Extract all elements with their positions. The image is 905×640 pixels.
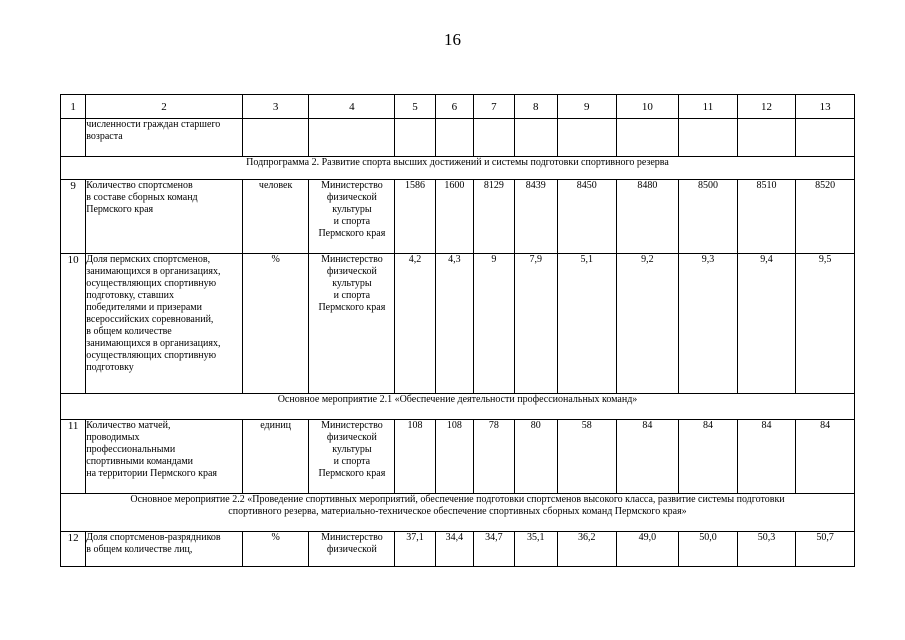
text-line: на территории Пермского края bbox=[86, 468, 218, 479]
row-number-cell bbox=[61, 119, 86, 157]
header-cell: 3 bbox=[242, 95, 309, 119]
value-cell: 9,3 bbox=[679, 254, 738, 394]
value-cell: 36,2 bbox=[557, 532, 616, 567]
section-row bbox=[61, 494, 855, 532]
header-cell: 7 bbox=[474, 95, 514, 119]
text-line: занимающихся в организациях, bbox=[86, 338, 221, 349]
text-line: в общем количестве лиц, bbox=[86, 544, 193, 555]
header-cell: 10 bbox=[616, 95, 679, 119]
value-cell: 50,7 bbox=[796, 532, 855, 567]
row-number: 9 bbox=[61, 180, 86, 254]
header-cell: 4 bbox=[309, 95, 395, 119]
header-cell: 6 bbox=[435, 95, 473, 119]
text-line: Основное мероприятие 2.2 «Проведение спортивных мероприятий, обеспечение подготовки спортсменов высокого класса, развитие системы подготовки bbox=[130, 494, 785, 505]
text-line: Доля пермских спортсменов, bbox=[86, 254, 211, 265]
row-number: 10 bbox=[61, 254, 86, 394]
value-cell: 108 bbox=[435, 420, 473, 494]
text-line: культуры bbox=[332, 204, 372, 215]
value-cell: 84 bbox=[679, 420, 738, 494]
indicators-table bbox=[60, 94, 855, 567]
text-line: и спорта bbox=[333, 456, 371, 467]
value-cell: 1600 bbox=[435, 180, 473, 254]
empty-cell bbox=[435, 119, 473, 157]
value-cell: 84 bbox=[796, 420, 855, 494]
text-line: занимающихся в организациях, bbox=[86, 266, 221, 277]
value-cell: 5,1 bbox=[557, 254, 616, 394]
text-line: физической bbox=[326, 544, 377, 555]
value-cell: 8450 bbox=[557, 180, 616, 254]
empty-cell bbox=[616, 119, 679, 157]
text-line: всероссийских соревнований, bbox=[86, 314, 214, 325]
text-line: осуществляющих спортивную bbox=[86, 350, 217, 361]
value-cell: 50,3 bbox=[737, 532, 796, 567]
empty-cell bbox=[796, 119, 855, 157]
executor-cell bbox=[309, 180, 395, 254]
value-cell: 84 bbox=[616, 420, 679, 494]
header-cell: 12 bbox=[737, 95, 796, 119]
value-cell: 4,3 bbox=[435, 254, 473, 394]
value-cell: 8439 bbox=[514, 180, 557, 254]
text-line: Министерство bbox=[321, 254, 383, 265]
text-line: профессиональными bbox=[86, 444, 176, 455]
text-line: Пермского края bbox=[318, 228, 386, 239]
value-cell: 34,7 bbox=[474, 532, 514, 567]
text-line: и спорта bbox=[333, 290, 371, 301]
text-line: проводимых bbox=[86, 432, 140, 443]
value-cell: 78 bbox=[474, 420, 514, 494]
value-cell: 37,1 bbox=[395, 532, 435, 567]
value-cell: 8480 bbox=[616, 180, 679, 254]
executor-cell bbox=[309, 420, 395, 494]
section-row bbox=[61, 157, 855, 180]
table-row bbox=[61, 180, 855, 254]
value-cell: 8510 bbox=[737, 180, 796, 254]
indicator-name-cell bbox=[86, 420, 243, 494]
text-line: возраста bbox=[86, 131, 123, 142]
value-cell: 9 bbox=[474, 254, 514, 394]
indicator-name-cell bbox=[86, 254, 243, 394]
empty-cell bbox=[679, 119, 738, 157]
text-line: в составе сборных команд bbox=[86, 192, 198, 203]
subprogram-heading: Подпрограмма 2. Развитие спорта высших достижений и системы подготовки спортивного резерва bbox=[61, 157, 855, 180]
unit-cell: человек bbox=[242, 180, 309, 254]
text-line: Количество спортсменов bbox=[86, 180, 193, 191]
empty-cell bbox=[395, 119, 435, 157]
value-cell: 8500 bbox=[679, 180, 738, 254]
text-line: физической bbox=[326, 192, 377, 203]
header-cell: 2 bbox=[86, 95, 243, 119]
empty-cell bbox=[557, 119, 616, 157]
unit-cell: единиц bbox=[242, 420, 309, 494]
text-line: физической bbox=[326, 266, 377, 277]
value-cell: 9,5 bbox=[796, 254, 855, 394]
text-line: осуществляющих спортивную bbox=[86, 278, 217, 289]
table-row bbox=[61, 119, 855, 157]
text-line: культуры bbox=[332, 444, 372, 455]
text-line: Пермского края bbox=[86, 204, 154, 215]
main-activity-heading: Основное мероприятие 2.1 «Обеспечение деятельности профессиональных команд» bbox=[61, 394, 855, 420]
unit-cell: % bbox=[242, 254, 309, 394]
text-line: Министерство bbox=[321, 180, 383, 191]
text-line: спортивного резерва, материально-техническое обеспечение спортивных сборных команд Пермского края» bbox=[228, 506, 687, 517]
table-row bbox=[61, 420, 855, 494]
table-row bbox=[61, 532, 855, 567]
empty-cell bbox=[514, 119, 557, 157]
executor-cell bbox=[309, 532, 395, 567]
empty-cell bbox=[242, 119, 309, 157]
header-cell: 8 bbox=[514, 95, 557, 119]
text-line: в общем количестве bbox=[86, 326, 172, 337]
value-cell: 50,0 bbox=[679, 532, 738, 567]
value-cell: 8129 bbox=[474, 180, 514, 254]
section-row bbox=[61, 394, 855, 420]
value-cell: 4,2 bbox=[395, 254, 435, 394]
value-cell: 8520 bbox=[796, 180, 855, 254]
header-cell: 11 bbox=[679, 95, 738, 119]
value-cell: 9,4 bbox=[737, 254, 796, 394]
value-cell: 7,9 bbox=[514, 254, 557, 394]
empty-cell bbox=[737, 119, 796, 157]
text-line: Пермского края bbox=[318, 302, 386, 313]
indicator-name-cell bbox=[86, 119, 243, 157]
text-line: Пермского края bbox=[318, 468, 386, 479]
empty-cell bbox=[474, 119, 514, 157]
value-cell: 49,0 bbox=[616, 532, 679, 567]
value-cell: 34,4 bbox=[435, 532, 473, 567]
indicator-name-cell bbox=[86, 180, 243, 254]
main-activity-heading bbox=[61, 494, 855, 532]
value-cell: 84 bbox=[737, 420, 796, 494]
header-cell: 9 bbox=[557, 95, 616, 119]
text-line: Министерство bbox=[321, 532, 383, 543]
page-number: 16 bbox=[444, 30, 461, 49]
text-line: и спорта bbox=[333, 216, 371, 227]
executor-cell bbox=[309, 254, 395, 394]
unit-cell: % bbox=[242, 532, 309, 567]
text-line: Количество матчей, bbox=[86, 420, 171, 431]
header-row bbox=[61, 95, 855, 119]
row-number: 12 bbox=[61, 532, 86, 567]
table-row bbox=[61, 254, 855, 394]
value-cell: 1586 bbox=[395, 180, 435, 254]
value-cell: 108 bbox=[395, 420, 435, 494]
text-line: подготовку, ставших bbox=[86, 290, 174, 301]
empty-cell bbox=[309, 119, 395, 157]
text-line: Министерство bbox=[321, 420, 383, 431]
text-line: физической bbox=[326, 432, 377, 443]
indicator-name-cell bbox=[86, 532, 243, 567]
text-line: победителями и призерами bbox=[86, 302, 202, 313]
header-cell: 13 bbox=[796, 95, 855, 119]
text-line: спортивными командами bbox=[86, 456, 194, 467]
header-cell: 1 bbox=[61, 95, 86, 119]
text-line: культуры bbox=[332, 278, 372, 289]
text-line: численности граждан старшего bbox=[86, 119, 221, 130]
row-number: 11 bbox=[61, 420, 86, 494]
value-cell: 58 bbox=[557, 420, 616, 494]
text-line: Доля спортсменов-разрядников bbox=[86, 532, 221, 543]
value-cell: 80 bbox=[514, 420, 557, 494]
header-cell: 5 bbox=[395, 95, 435, 119]
value-cell: 9,2 bbox=[616, 254, 679, 394]
text-line: подготовку bbox=[86, 362, 134, 373]
value-cell: 35,1 bbox=[514, 532, 557, 567]
